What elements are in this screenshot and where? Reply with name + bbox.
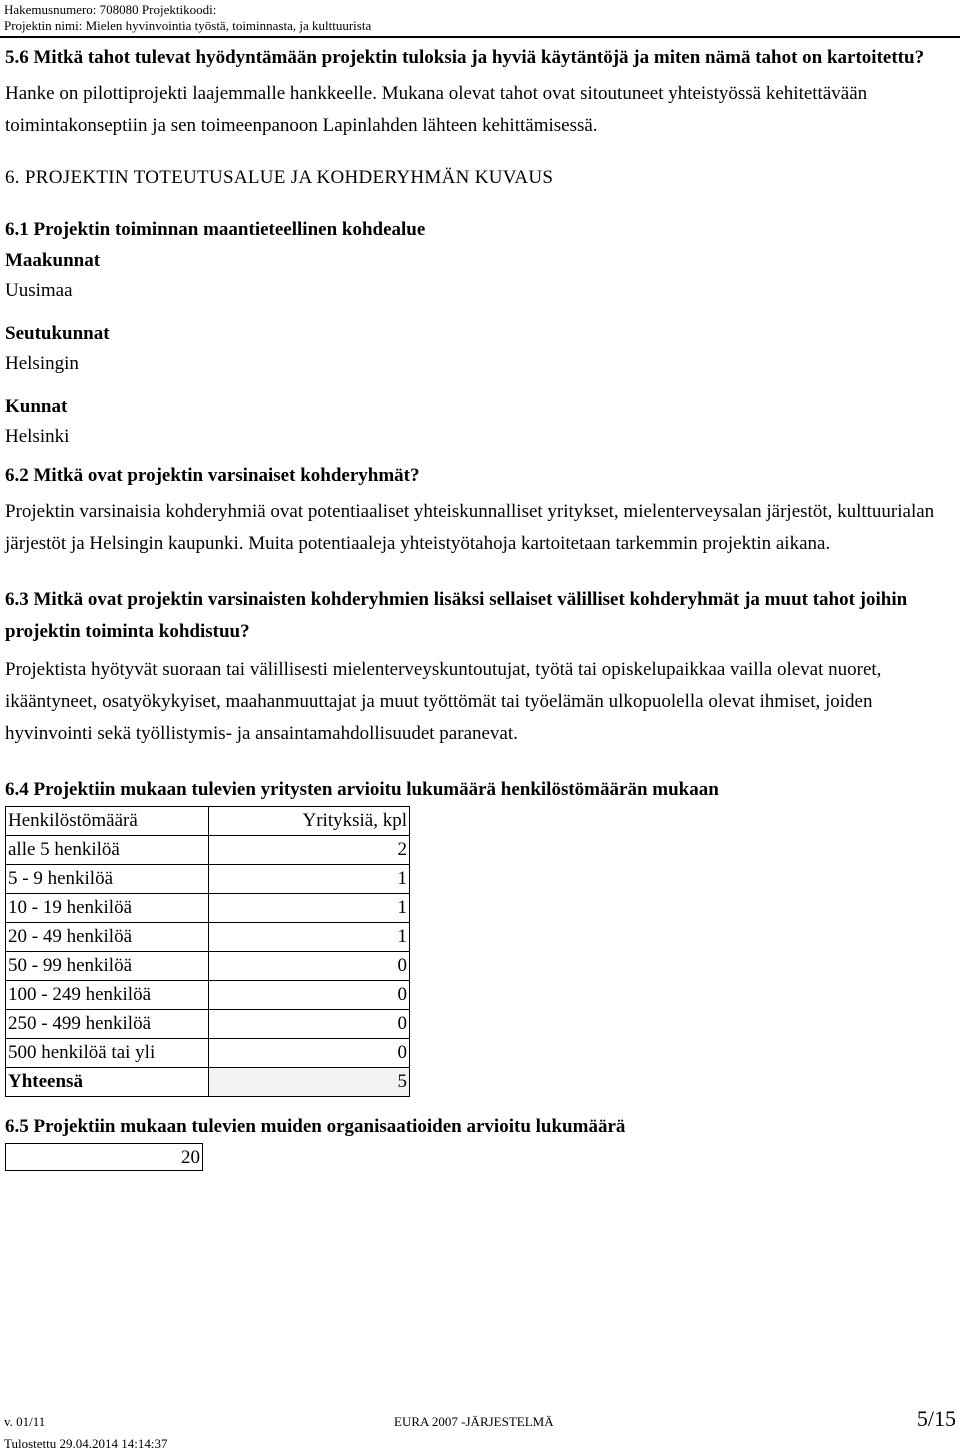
page-footer	[0, 1406, 960, 1454]
maakunnat-label: Maakunnat	[5, 250, 101, 271]
kunnat-value: Helsinki	[5, 426, 70, 447]
section-6-title: 6. PROJEKTIN TOTEUTUSALUE JA KOHDERYHMÄN KUVAUS	[5, 167, 554, 188]
row-value: 0	[209, 952, 410, 981]
row-label: 10 - 19 henkilöä	[6, 894, 209, 923]
table-row	[6, 894, 410, 923]
row-value: 2	[209, 836, 410, 865]
row-value: 0	[209, 981, 410, 1010]
row-value: 1	[209, 865, 410, 894]
section-6-3-title: 6.3 Mitkä ovat projektin varsinaisten kohderyhmien lisäksi sellaiset välilliset kohderyhmät ja muut tahot joihin projektin toiminta kohdistuu?	[5, 589, 908, 642]
section-6-2-title: 6.2 Mitkä ovat projektin varsinaiset kohderyhmät?	[5, 465, 420, 486]
table-row	[6, 981, 410, 1010]
company-size-table	[5, 806, 410, 1097]
section-6-2-text: Projektin varsinaisia kohderyhmiä ovat potentiaaliset yhteiskunnalliset yritykset, mielenterveysalan järjestöt, kulttuurialan järjestöt ja Helsingin kaupunki. Muita potentiaaleja yhteistyötahoja kartoitetaan tarkemmin projektin aikana.	[5, 501, 935, 554]
section-5-6-text: Hanke on pilottiprojekti laajemmalle hankkeelle. Mukana olevat tahot ovat sitoutuneet yhteistyössä kehitettävään toimintakonseptiin ja sen toimeenpanoon Lapinlahden lähteen kehittämisessä.	[5, 83, 868, 136]
table-row	[6, 952, 410, 981]
section-6-3-text: Projektista hyötyvät suoraan tai välillisesti mielenterveyskuntoutujat, työtä tai opiskelupaikkaa vailla olevat nuoret, ikääntyneet, osatyökykyiset, maahanmuuttajat ja muut työttömät tai työelämän ulkopuolella olevat ihmiset, joiden hyvinvointi sekä työllistymis- ja ansaintamahdollisuudet paranevat.	[5, 659, 882, 744]
row-label: alle 5 henkilöä	[6, 836, 209, 865]
table-row	[6, 1039, 410, 1068]
row-value: 1	[209, 923, 410, 952]
footer-system-name: EURA 2007 -JÄRJESTELMÄ	[394, 1414, 554, 1429]
seutukunnat-label: Seutukunnat	[5, 323, 110, 344]
row-value: 1	[209, 894, 410, 923]
header-application-line: Hakemusnumero: 708080 Projektikoodi:	[4, 2, 217, 17]
section-6-5-title: 6.5 Projektiin mukaan tulevien muiden organisaatioiden arvioitu lukumäärä	[5, 1116, 626, 1137]
row-label: 500 henkilöä tai yli	[6, 1039, 209, 1068]
total-value: 5	[209, 1068, 410, 1097]
other-organizations-count: 20	[5, 1143, 203, 1171]
section-6-4-title: 6.4 Projektiin mukaan tulevien yritysten arvioitu lukumäärä henkilöstömäärän mukaan	[5, 779, 719, 800]
footer-printed-timestamp: Tulostettu 29.04.2014 14:14:37	[4, 1436, 168, 1451]
header-project-name-line: Projektin nimi: Mielen hyvinvointia työstä, toiminnasta, ja kulttuurista	[4, 18, 372, 33]
page-header	[4, 2, 371, 34]
seutukunnat-value: Helsingin	[5, 353, 79, 374]
document-content	[5, 42, 955, 1171]
section-6-1-title: 6.1 Projektin toiminnan maantieteellinen kohdealue	[5, 219, 426, 240]
kunnat-label: Kunnat	[5, 396, 68, 417]
footer-version: v. 01/11	[4, 1414, 46, 1429]
table-row	[6, 836, 410, 865]
row-label: 5 - 9 henkilöä	[6, 865, 209, 894]
row-label: 250 - 499 henkilöä	[6, 1010, 209, 1039]
row-value: 0	[209, 1039, 410, 1068]
column-header-staff-size: Henkilöstömäärä	[6, 807, 209, 836]
header-divider	[0, 36, 960, 38]
column-header-company-count: Yrityksiä, kpl	[209, 807, 410, 836]
footer-page-number: 5/15	[916, 1406, 956, 1431]
total-label: Yhteensä	[6, 1068, 209, 1097]
row-label: 100 - 249 henkilöä	[6, 981, 209, 1010]
row-label: 50 - 99 henkilöä	[6, 952, 209, 981]
row-value: 0	[209, 1010, 410, 1039]
table-row	[6, 923, 410, 952]
table-row	[6, 1010, 410, 1039]
maakunnat-value: Uusimaa	[5, 280, 73, 301]
table-row	[6, 865, 410, 894]
row-label: 20 - 49 henkilöä	[6, 923, 209, 952]
table-header-row	[6, 807, 410, 836]
table-total-row	[6, 1068, 410, 1097]
section-5-6-title: 5.6 Mitkä tahot tulevat hyödyntämään projektin tuloksia ja hyviä käytäntöjä ja miten nämä tahot on kartoitettu?	[5, 47, 925, 68]
